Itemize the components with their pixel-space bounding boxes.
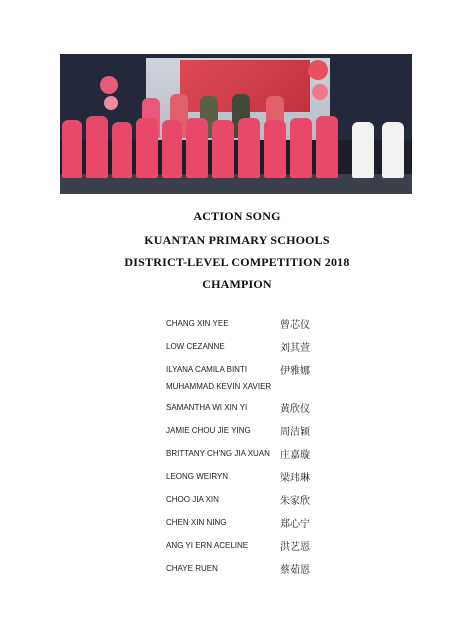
member-name: LOW CEZANNE (166, 342, 225, 351)
photo-child (162, 120, 182, 178)
photo-child (264, 120, 286, 178)
member-chinese-name: 曾芯仪 (280, 320, 310, 331)
title-line-1: ACTION SONG (193, 209, 281, 223)
photo-child (238, 118, 260, 178)
member-name: SAMANTHA WI XIN YI (166, 403, 248, 412)
photo-child (112, 122, 132, 178)
photo-child (86, 116, 108, 178)
member-chinese-name: 朱家欣 (280, 496, 310, 507)
group-photo (60, 54, 412, 194)
member-chinese-name: 伊雅娜 (280, 366, 310, 377)
member-name: CHOO JIA XIN (166, 495, 219, 504)
member-chinese-name: 庄嘉璇 (280, 450, 310, 461)
photo-flower (312, 84, 328, 100)
member-chinese-name: 蔡茹恩 (280, 565, 310, 576)
member-name: ANG YI ERN ACELINE (166, 541, 249, 550)
photo-flower (100, 76, 118, 94)
member-name: JAMIE CHOU JIE YING (166, 426, 251, 435)
photo-flower (104, 96, 118, 110)
member-chinese-name: 洪艺恩 (280, 542, 310, 553)
member-name: BRITTANY CH'NG JIA XUAN (166, 449, 270, 458)
photo-child (212, 120, 234, 178)
photo-child (290, 118, 312, 178)
member-name: CHANG XIN YEE (166, 319, 229, 328)
title-line-2: KUANTAN PRIMARY SCHOOLS (144, 233, 330, 247)
member-chinese-name: 黄欣仪 (280, 404, 310, 415)
member-chinese-name: 周洁颖 (280, 427, 310, 438)
photo-child (316, 116, 338, 178)
photo-flower (308, 60, 328, 80)
photo-child (352, 122, 374, 178)
member-chinese-name: 梁玮琳 (280, 473, 310, 484)
member-name: MUHAMMAD KEVIN XAVIER (166, 382, 272, 391)
title-line-3: DISTRICT-LEVEL COMPETITION 2018 (124, 255, 350, 269)
member-chinese-name: 郑心宁 (280, 519, 310, 530)
photo-child (382, 122, 404, 178)
member-name: CHEN XIN NING (166, 518, 227, 527)
photo-child (186, 118, 208, 178)
member-name: ILYANA CAMILA BINTI (166, 365, 248, 374)
title-line-4: CHAMPION (202, 277, 272, 291)
member-name: CHAYE RUEN (166, 564, 218, 573)
photo-child (136, 118, 158, 178)
photo-child (62, 120, 82, 178)
member-chinese-name: 刘其萱 (280, 343, 310, 354)
member-name: LEONG WEIRYN (166, 472, 229, 481)
